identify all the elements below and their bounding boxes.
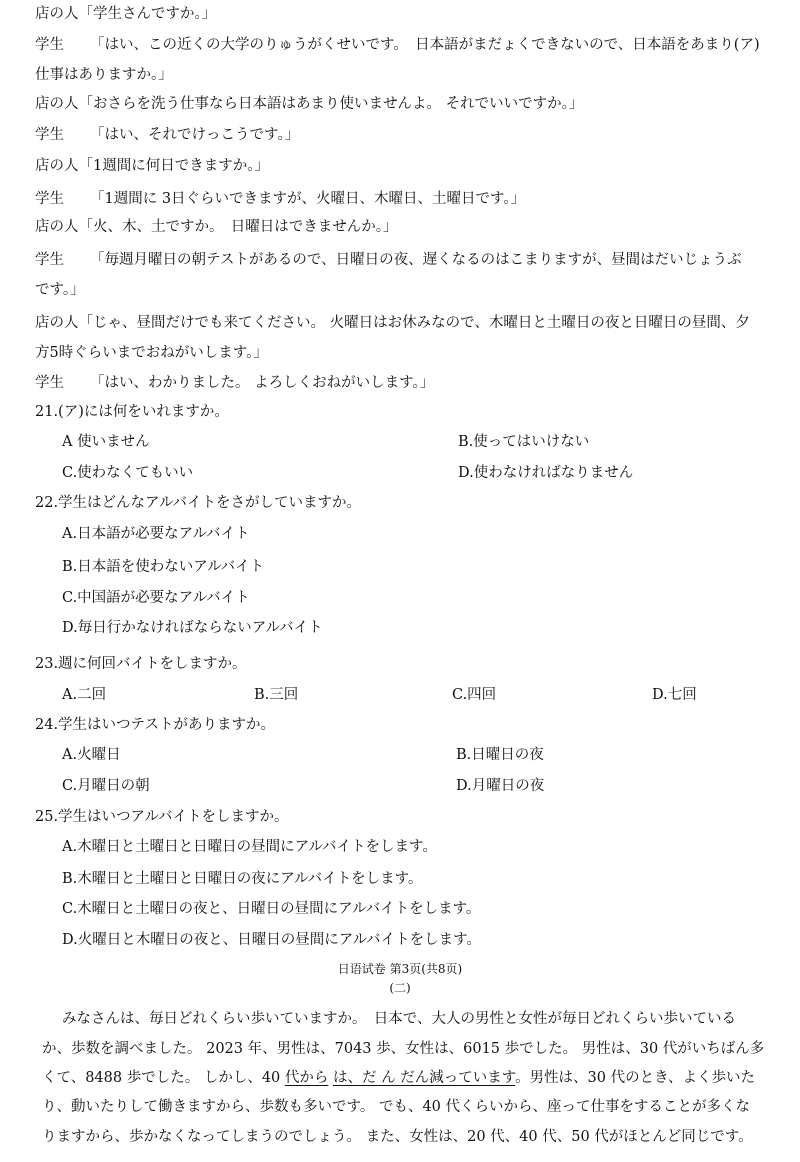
passage-text: 。男性は、30 代のとき、よく歩いた — [515, 1070, 756, 1086]
utterance: 「はい、この近くの大学のりゅうがくせいです。 日本語がまだょくできないので、日本語をあまり(ア) — [90, 37, 760, 53]
utterance: 「おさらを洗う仕事なら日本語はあまり使いませんよ。 それでいいですか。」 — [78, 96, 584, 112]
question-21: 21.(ア)には何をいれますか。 — [35, 404, 229, 420]
utterance: 「火、木、土ですか。 日曜日はできませんか。」 — [78, 219, 398, 235]
dialogue-line-10 — [35, 374, 434, 392]
passage-text: くて、8488 歩でした。 しかし、40 — [42, 1070, 285, 1086]
dialogue-line-4 — [35, 126, 299, 144]
utterance: 「学生さんですか。」 — [78, 6, 217, 22]
q24-option-a[interactable]: A.火曜日 — [62, 747, 121, 763]
q22-option-d[interactable]: D.毎日行かなければならないアルバイト — [62, 620, 323, 636]
dialogue-line-2 — [35, 36, 760, 54]
speaker-staff: 店の人 — [35, 96, 79, 112]
utterance: 「1週間に何日できますか。」 — [78, 158, 269, 174]
q24-option-d[interactable]: D.月曜日の夜 — [456, 778, 545, 794]
passage-line-3 — [42, 1069, 755, 1087]
dialogue-line-8 — [35, 251, 742, 269]
dialogue-line-3 — [35, 95, 583, 113]
q25-option-a[interactable]: A.木曜日と土曜日と日曜日の昼間にアルバイトをします。 — [62, 839, 437, 855]
q21-option-b[interactable]: B.使ってはいけない — [458, 434, 590, 450]
section-heading: (二) — [389, 981, 411, 995]
utterance: 「じゃ、昼間だけでも来てください。 火曜日はお休みなので、木曜日と土曜日の夜と日曜日の昼間、夕 — [78, 315, 750, 331]
q23-option-d[interactable]: D.七回 — [652, 687, 697, 703]
passage-line-5: りますから、歩かなくなってしまうのでしょう。 また、女性は、20 代、40 代、50 代がほとんど同じです。 — [42, 1129, 753, 1145]
q24-option-c[interactable]: C.月曜日の朝 — [62, 778, 150, 794]
speaker-student: 学生 — [35, 37, 64, 53]
q23-option-b[interactable]: B.三回 — [254, 687, 299, 703]
dialogue-line-7 — [35, 218, 398, 236]
question-23: 23.週に何回バイトをしますか。 — [35, 656, 247, 672]
speaker-staff: 店の人 — [35, 6, 79, 22]
dialogue-line-5 — [35, 157, 269, 175]
question-22: 22.学生はどんなアルバイトをさがしていますか。 — [35, 495, 361, 511]
q23-option-a[interactable]: A.二回 — [62, 687, 107, 703]
passage-line-4: り、動いたりして働きますから、歩数も多いです。 でも、40 代くらいから、座って仕事をすることが多くな — [42, 1099, 751, 1115]
dialogue-line-1 — [35, 5, 216, 23]
utterance: 「毎週月曜日の朝テストがあるので、日曜日の夜、遅くなるのはこまりますが、昼間はだいじょうぶ — [90, 252, 742, 268]
question-25: 25.学生はいつアルバイトをしますか。 — [35, 809, 289, 825]
page-footer: 日语试卷 第3页(共8页) — [337, 962, 463, 976]
speaker-student: 学生 — [35, 252, 64, 268]
passage-line-1: みなさんは、毎日どれくらい歩いていますか。 日本で、大人の男性と女性が毎日どれくらい歩いている — [62, 1011, 736, 1027]
passage-line-2: か、歩数を調べました。 2023 年、男性は、7043 歩、女性は、6015 歩でした。 男性は、30 代がいちばん多 — [42, 1041, 765, 1057]
dialogue-line-6 — [35, 190, 525, 208]
dialogue-line-8-cont — [35, 281, 85, 299]
utterance: 「1週間に 3日ぐらいできますが、火曜日、木曜日、土曜日です。」 — [90, 191, 526, 207]
q22-option-b[interactable]: B.日本語を使わないアルバイト — [62, 559, 265, 575]
q21-option-a[interactable]: A 使いません — [62, 434, 150, 450]
utterance-continued: 仕事はありますか。」 — [35, 67, 173, 83]
q25-option-d[interactable]: D.火曜日と木曜日の夜と、日曜日の昼間にアルバイトをします。 — [62, 932, 481, 948]
underlined-phrase-2: は、だ ん だん減っています — [333, 1070, 516, 1086]
speaker-student: 学生 — [35, 127, 64, 143]
q24-option-b[interactable]: B.日曜日の夜 — [456, 747, 544, 763]
speaker-student: 学生 — [35, 375, 64, 391]
speaker-staff: 店の人 — [35, 158, 79, 174]
q22-option-a[interactable]: A.日本語が必要なアルバイト — [62, 526, 250, 542]
utterance: 「はい、それでけっこうです。」 — [90, 127, 300, 143]
q23-option-c[interactable]: C.四回 — [452, 687, 497, 703]
q25-option-b[interactable]: B.木曜日と土曜日と日曜日の夜にアルバイトをします。 — [62, 871, 423, 887]
q21-option-d[interactable]: D.使わなければなりません — [458, 465, 634, 481]
utterance-continued: 方5時ぐらいまでおねがいします。」 — [35, 345, 268, 361]
speaker-student: 学生 — [35, 191, 64, 207]
q21-option-c[interactable]: C.使わなくてもいい — [62, 465, 194, 481]
speaker-staff: 店の人 — [35, 315, 79, 331]
dialogue-line-9 — [35, 314, 750, 332]
speaker-staff: 店の人 — [35, 219, 79, 235]
q22-option-c[interactable]: C.中国語が必要なアルバイト — [62, 590, 250, 606]
dialogue-line-9-cont — [35, 344, 268, 362]
dialogue-line-2-cont — [35, 66, 173, 84]
q25-option-c[interactable]: C.木曜日と土曜日の夜と、日曜日の昼間にアルバイトをします。 — [62, 901, 481, 917]
utterance-continued: です。」 — [35, 282, 85, 298]
utterance: 「はい、わかりました。 よろしくおねがいします。」 — [90, 375, 435, 391]
underlined-phrase-1: 代から — [284, 1070, 329, 1086]
question-24: 24.学生はいつテストがありますか。 — [35, 717, 275, 733]
